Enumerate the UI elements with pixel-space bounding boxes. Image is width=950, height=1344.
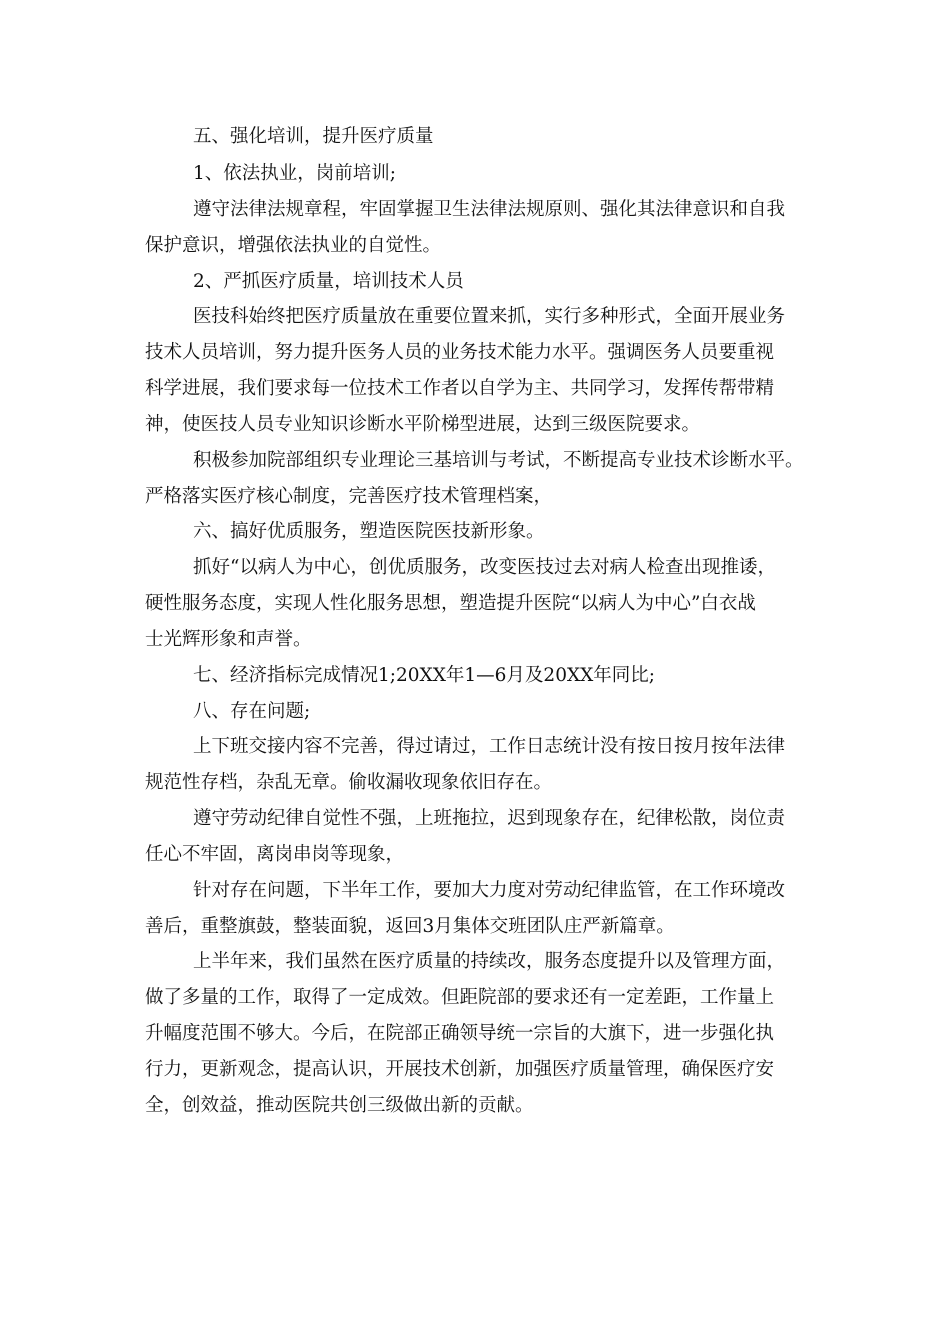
paragraph-line: 针对存在问题，下半年工作，要加大力度对劳动纪律监管，在工作环境改 [193, 880, 786, 901]
heading-section-5: 五、强化培训，提升医疗质量 [193, 126, 434, 147]
paragraph-line: 善后，重整旗鼓，整装面貌，返回3月集体交班团队庄严新篇章。 [145, 916, 675, 937]
heading-section-8: 八、存在问题; [193, 701, 311, 722]
paragraph-line: 做了多量的工作，取得了一定成效。但距院部的要求还有一定差距，工作量上 [145, 987, 775, 1008]
paragraph-line: 任心不牢固，离岗串岗等现象， [145, 844, 405, 865]
paragraph-line: 神，使医技人员专业知识诊断水平阶梯型进展，达到三级医院要求。 [145, 414, 701, 435]
paragraph-line: 上半年来，我们虽然在医疗质量的持续改，服务态度提升以及管理方面， [193, 951, 786, 972]
paragraph-line: 积极参加院部组织专业理论三基培训与考试，不断提高专业技术诊断水平。 [193, 450, 804, 471]
paragraph-line: 科学进展，我们要求每一位技术工作者以自学为主、共同学习，发挥传帮带精 [145, 378, 775, 399]
paragraph-line: 技术人员培训，努力提升医务人员的业务技术能力水平。强调医务人员要重视 [145, 342, 775, 363]
paragraph-line: 行力，更新观念，提高认识，开展技术创新，加强医疗质量管理，确保医疗安 [145, 1059, 775, 1080]
paragraph-line: 升幅度范围不够大。今后，在院部正确领导统一宗旨的大旗下，进一步强化执 [145, 1023, 775, 1044]
paragraph-line: 硬性服务态度，实现人性化服务思想，塑造提升医院“以病人为中心”白衣战 [145, 593, 756, 614]
subheading-2: 2、严抓医疗质量，培训技术人员 [193, 271, 464, 292]
paragraph-line: 规范性存档，杂乱无章。偷收漏收现象依旧存在。 [145, 772, 553, 793]
paragraph-line: 士光辉形象和声誉。 [145, 629, 312, 650]
paragraph-line: 遵守劳动纪律自觉性不强，上班拖拉，迟到现象存在，纪律松散，岗位责 [193, 808, 786, 829]
paragraph-line: 遵守法律法规章程，牢固掌握卫生法律法规原则、强化其法律意识和自我 [193, 199, 786, 220]
paragraph-line: 医技科始终把医疗质量放在重要位置来抓，实行多种形式，全面开展业务 [193, 306, 786, 327]
paragraph-line: 保护意识，增强依法执业的自觉性。 [145, 235, 442, 256]
subheading-1: 1、依法执业，岗前培训; [193, 163, 397, 184]
paragraph-line: 上下班交接内容不完善，得过请过，工作日志统计没有按日按月按年法律 [193, 736, 786, 757]
heading-section-6: 六、搞好优质服务，塑造医院医技新形象。 [193, 521, 545, 542]
paragraph-line: 严格落实医疗核心制度，完善医疗技术管理档案， [145, 486, 553, 507]
paragraph-line: 抓好“以病人为中心，创优质服务，改变医技过去对病人检查出现推诿， [193, 557, 776, 578]
heading-section-7: 七、经济指标完成情况1;20XX年1—6月及20XX年同比; [193, 665, 656, 686]
paragraph-line: 全，创效益，推动医院共创三级做出新的贡献。 [145, 1095, 534, 1116]
